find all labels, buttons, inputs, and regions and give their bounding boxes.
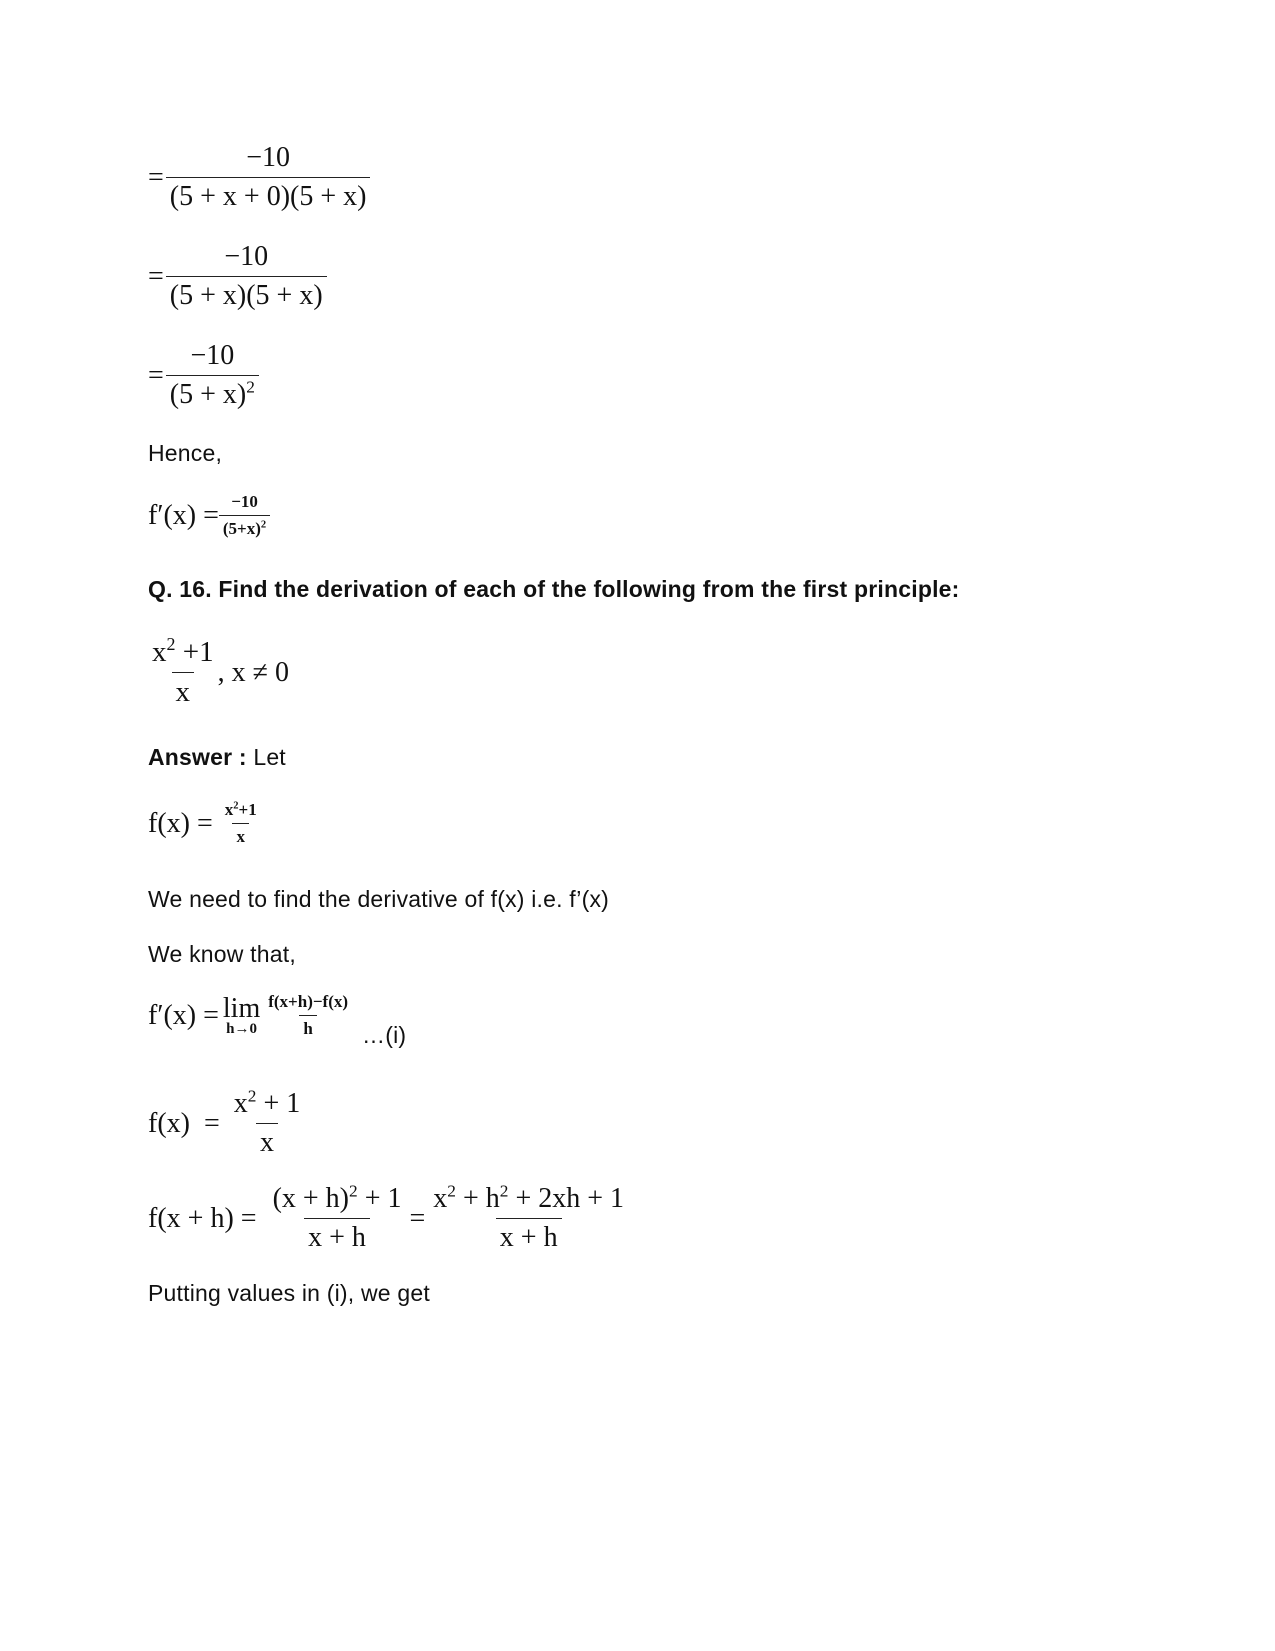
result-lhs: f′(x) =: [148, 499, 219, 531]
numerator-base: x: [233, 1088, 248, 1119]
putting-text: Putting values in (i), we get: [148, 1280, 430, 1306]
fxh-lhs: f(x + h) =: [148, 1202, 257, 1234]
numerator: −10: [224, 241, 269, 272]
numerator-base: x: [224, 800, 234, 819]
fraction: [264, 992, 352, 1039]
fraction: [148, 636, 218, 709]
exponent: 2: [166, 634, 176, 655]
limit-operator: [223, 993, 260, 1038]
eq-step-2: [148, 241, 327, 312]
exponent: 2: [260, 519, 267, 531]
denominator: x: [172, 672, 195, 709]
denominator-base: (5 + x): [169, 379, 247, 410]
need-text: We need to find the derivative of f(x) i.e. f’(x): [148, 886, 610, 912]
question-heading: Q. 16. Find the derivation of each of the following from the first principle:: [148, 576, 960, 602]
let-definition: [148, 800, 261, 847]
equals-sign: =: [148, 260, 164, 292]
denominator: x + h: [496, 1218, 562, 1254]
limit-lhs: f′(x) =: [148, 999, 219, 1031]
exponent: 2: [233, 800, 239, 812]
fraction: [429, 1183, 628, 1254]
fxh-line: [148, 1183, 628, 1254]
condition: , x ≠ 0: [217, 656, 289, 688]
result-equation: [148, 492, 270, 539]
exponent: 2: [499, 1181, 509, 1201]
fraction: [219, 492, 270, 539]
numerator-rest: + 1: [357, 1183, 402, 1214]
term-rest: + 2xh + 1: [508, 1183, 625, 1214]
equals-sign: =: [148, 161, 164, 193]
exponent: 2: [349, 1181, 358, 1201]
denominator: [166, 375, 259, 411]
numerator: −10: [190, 340, 235, 371]
numerator: f(x+h)−f(x): [268, 992, 349, 1011]
eq-step-3: [148, 340, 259, 411]
term-x: x: [433, 1183, 448, 1214]
fraction: [221, 800, 261, 847]
numerator: −10: [246, 142, 291, 173]
numerator: [269, 1183, 406, 1218]
term-h: + h: [455, 1183, 500, 1214]
denominator: x + h: [304, 1218, 370, 1254]
fraction: [166, 340, 259, 411]
equals-sign: =: [409, 1202, 426, 1234]
numerator-rest: +1: [238, 800, 257, 819]
definition-lhs: f(x) =: [148, 807, 213, 839]
hence-label: Hence,: [148, 440, 223, 466]
numerator: [230, 1088, 304, 1123]
denominator: x: [232, 823, 249, 847]
denominator: x: [256, 1123, 278, 1159]
equation-tag: …(i): [362, 1022, 407, 1048]
denominator: (5 + x + 0)(5 + x): [166, 177, 371, 213]
numerator: [148, 636, 218, 672]
fraction: [166, 241, 327, 312]
fx-lhs: f(x) =: [148, 1107, 220, 1139]
fraction: [230, 1088, 304, 1159]
fraction: [269, 1183, 406, 1254]
numerator-rest: +1: [175, 636, 214, 668]
denominator: [219, 515, 270, 539]
answer-text: Let: [246, 744, 286, 770]
exponent: 2: [247, 1086, 257, 1106]
numerator: −10: [231, 492, 258, 511]
numerator-rest: + 1: [256, 1088, 301, 1119]
given-expression: [148, 636, 289, 709]
answer-label: Answer :: [148, 744, 247, 770]
fraction: [166, 142, 371, 213]
lim-subscript: h→0: [226, 1021, 257, 1037]
numerator: [221, 800, 261, 823]
numerator-base: x: [152, 636, 167, 668]
fx-line: [148, 1088, 304, 1159]
denominator-base: (5+x): [222, 519, 261, 538]
numerator-base: (x + h): [272, 1183, 350, 1214]
limit-definition: [148, 992, 407, 1048]
eq-step-1: [148, 142, 370, 213]
exponent: 2: [246, 377, 255, 397]
lim-text: lim: [222, 993, 261, 1024]
answer-line: [148, 744, 286, 771]
denominator: h: [299, 1015, 316, 1039]
numerator: [429, 1183, 628, 1218]
denominator: (5 + x)(5 + x): [166, 276, 327, 312]
equals-sign: =: [148, 359, 164, 391]
exponent: 2: [447, 1181, 456, 1201]
know-text: We know that,: [148, 941, 296, 967]
